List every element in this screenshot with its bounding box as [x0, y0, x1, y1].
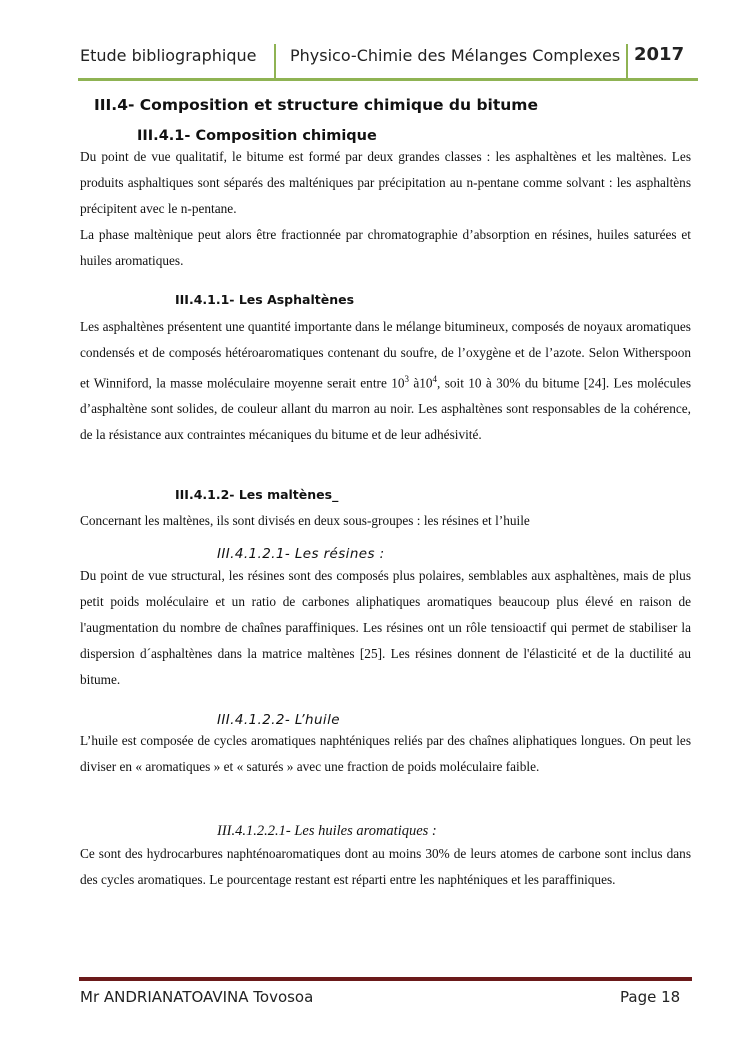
page-header	[78, 38, 698, 80]
footer-rule	[79, 977, 692, 981]
header-chapter: Etude bibliographique	[80, 46, 257, 65]
heading-asphaltenes: III.4.1.1- Les Asphaltènes	[175, 292, 355, 307]
header-title: Physico-Chimie des Mélanges Complexes	[290, 46, 621, 65]
heading-huile: III.4.1.2.2- L’huile	[217, 712, 340, 728]
header-divider	[626, 44, 628, 80]
page-number: Page 18	[620, 988, 681, 1006]
paragraph-huile: L’huile est composée de cycles aromatiques naphténiques reliés par des chaînes aliphatiques longues. On peut les diviser en « aromatiques » et « saturés » avec une fraction de poids moléculaire faible.	[80, 733, 691, 774]
paragraph-asphaltenes: Les asphaltènes présentent une quantité importante dans le mélange bitumineux, composés de noyaux aromatiques condensés et de composés hétéroaromatiques contenant du soufre, de l’oxygène et de l’azote. Selon Witherspoon et Winniford, la masse moléculaire moyenne serait entre $10^3$ $à10^4$, soit 10 à 30% du bitume [24]. Les molécules d’asphaltène sont solides, de couleur allant du marron au noir. Les asphaltènes sont responsables de la cohérence, de la résistance aux contraintes mécaniques du bitume et de leur adhésivité.	[80, 319, 692, 443]
heading-maltenes: III.4.1.2- Les maltènes_	[175, 487, 339, 502]
subsection-title: III.4.1- Composition chimique	[137, 128, 377, 144]
paragraph-intro: Du point de vue qualitatif, le bitume est formé par deux grandes classes : les asphaltènes et les maltènes. Les produits asphaltiques sont séparés des malténiques par précipitation au n-pentane comme solvant : les asphaltèns précipitent avec le n-pentane.	[80, 149, 691, 216]
paragraph-resines: Du point de vue structural, les résines sont des composés plus polaires, semblables aux asphaltènes, mais de plus petit poids moléculaire et un ratio de carbones aliphatiques aromatiques beaucoup plus élevé en raison de l'augmentation du nombre de chaînes paraffiniques. Les résines ont un rôle tensioactif qui permet de stabiliser la dispersion d´asphaltènes dans la matrice maltènes [25]. Les résines donnent de l'élasticité et de la ductilité au bitume.	[80, 568, 691, 687]
header-divider	[274, 44, 276, 80]
paragraph-huiles-aromatiques: Ce sont des hydrocarbures naphténoaromatiques dont au moins 30% de leurs atomes de carbone sont inclus dans des cycles aromatiques. Le pourcentage restant est réparti entre les naphténiques et les paraffiniques.	[80, 846, 691, 887]
header-year: 2017	[634, 44, 685, 65]
paragraph-maltenique: La phase maltènique peut alors être fractionnée par chromatographie d’absorption en résines, huiles saturées et huiles aromatiques.	[80, 227, 691, 268]
header-rule	[78, 78, 698, 81]
heading-huiles-aromatiques: III.4.1.2.2.1- Les huiles aromatiques :	[217, 823, 437, 839]
paragraph-maltenes: Concernant les maltènes, ils sont divisés en deux sous-groupes : les résines et l’huile	[80, 513, 530, 528]
footer-author: Mr ANDRIANATOAVINA Tovosoa	[80, 988, 314, 1006]
heading-resines: III.4.1.2.1- Les résines :	[217, 546, 385, 562]
section-title: III.4- Composition et structure chimique du bitume	[94, 96, 538, 114]
